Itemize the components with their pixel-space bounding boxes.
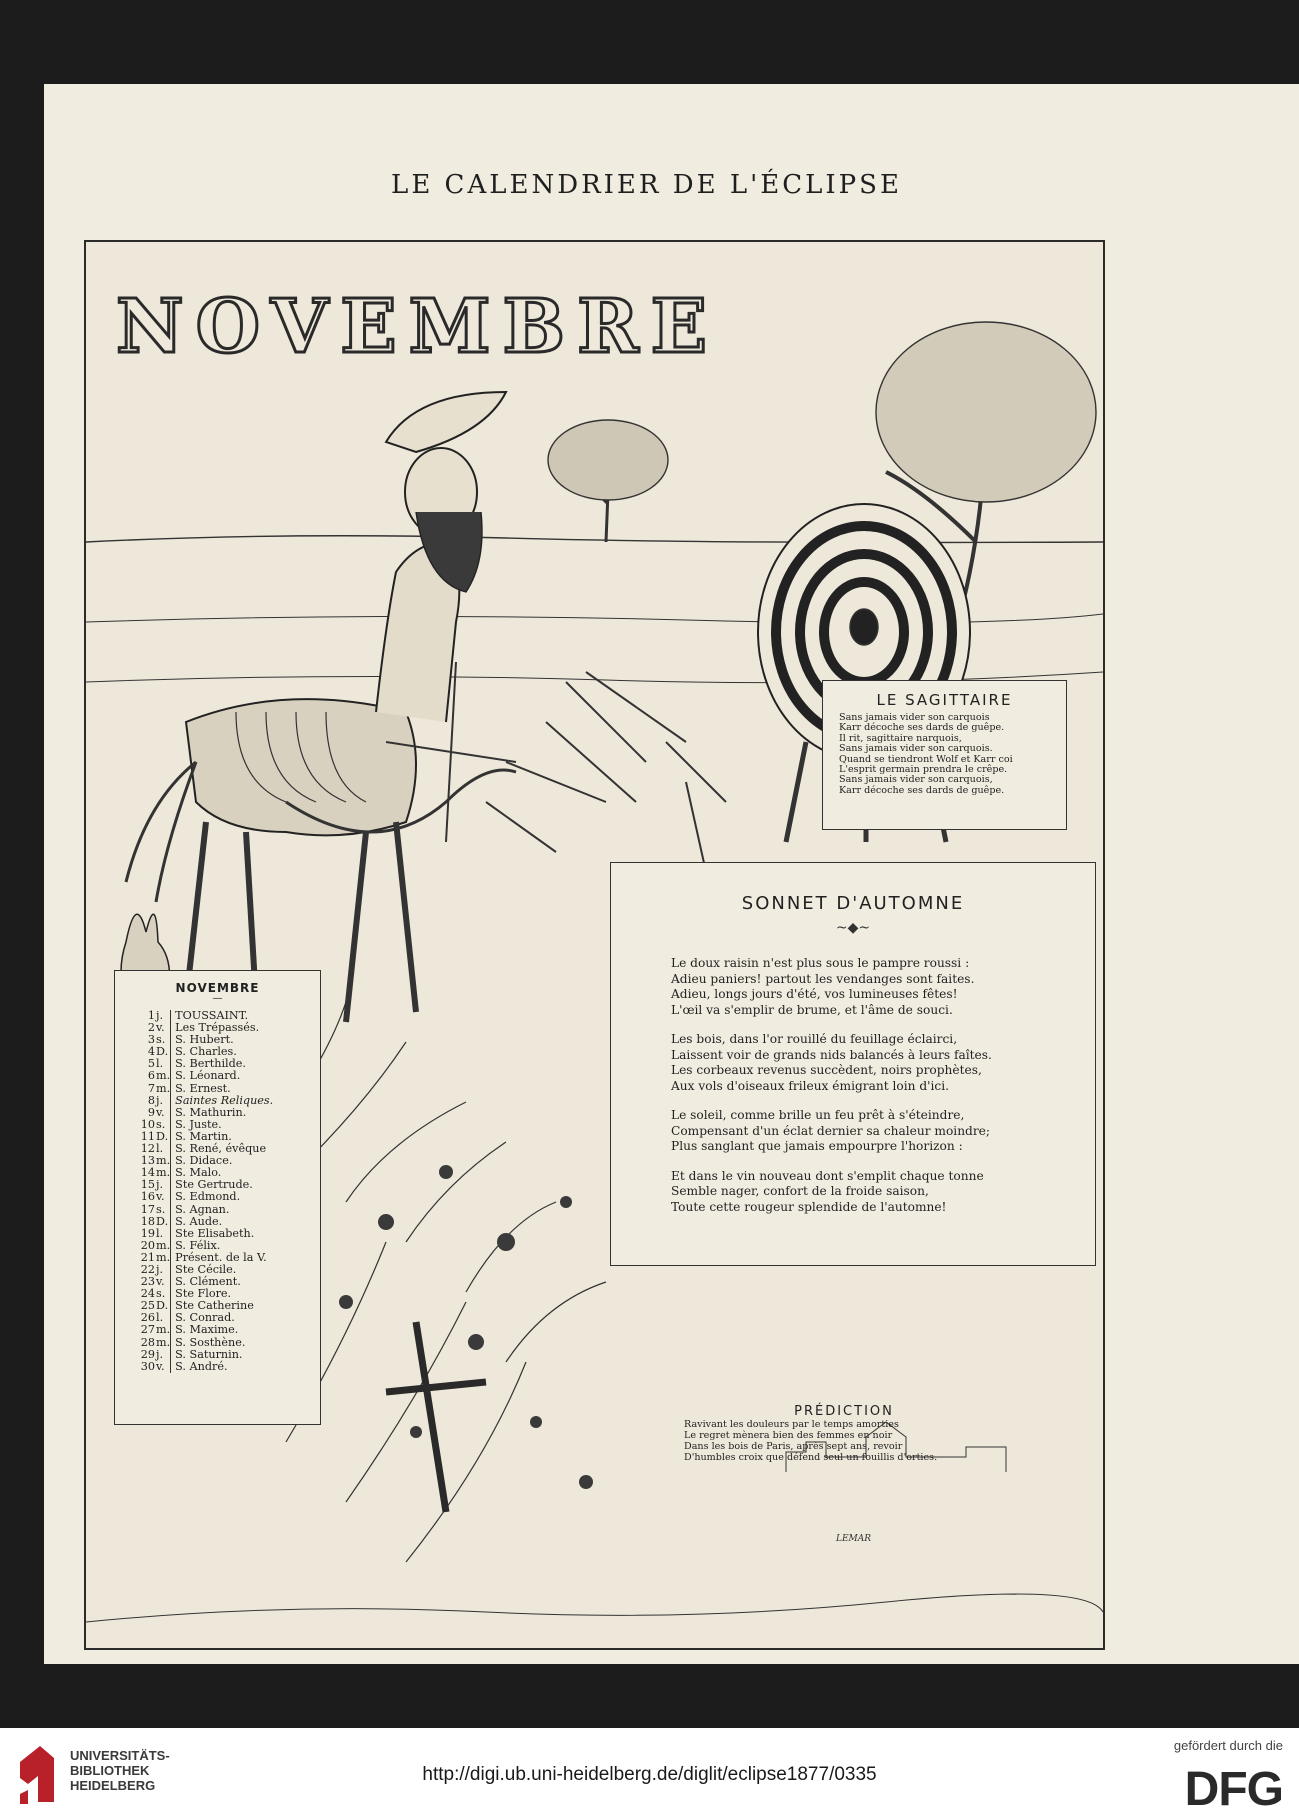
- weekday: s.: [155, 1119, 171, 1131]
- weekday: j.: [155, 1095, 171, 1107]
- verse-line: Karr décoche ses dards de guêpe.: [839, 722, 1005, 734]
- verse-line: Ravivant les douleurs par le temps amorties: [684, 1419, 899, 1430]
- verse-line: L'œil va s'emplir de brume, et l'âme de souci.: [671, 1002, 953, 1017]
- day-number: 12: [140, 1142, 155, 1156]
- saint-name: S. Malo.: [175, 1166, 222, 1180]
- day-number: 26: [140, 1311, 155, 1325]
- verse-line: Karr décoche ses dards de guêpe.: [839, 784, 1005, 796]
- day-number: 17: [140, 1202, 155, 1216]
- weekday: l.: [155, 1312, 171, 1324]
- artist-signature: LEMAR: [836, 1534, 872, 1544]
- weekday: j.: [155, 1179, 171, 1191]
- weekday: D.: [155, 1131, 171, 1143]
- calendar-panel: [114, 970, 321, 1425]
- day-number: 18: [140, 1214, 155, 1228]
- weekday: m.: [156, 1250, 171, 1264]
- saint-name: S. Aude.: [175, 1214, 223, 1228]
- day-number: 27: [140, 1323, 155, 1337]
- viewer-footer: [0, 1728, 1299, 1820]
- day-number: 3: [147, 1033, 155, 1047]
- saint-name: Ste Cécile.: [175, 1262, 237, 1276]
- saint-name: S. André.: [175, 1359, 228, 1373]
- calendar-row: [135, 1361, 273, 1373]
- verse-line: Quand se tiendront Wolf et Karr coi: [839, 753, 1013, 765]
- day-number: 14: [140, 1166, 155, 1180]
- verse-line: Dans les bois de Paris, après sept ans, revoir: [684, 1441, 903, 1452]
- prediction-title: PRÉDICTION: [794, 1404, 894, 1419]
- weekday: m.: [156, 1154, 171, 1168]
- weekday: D.: [155, 1046, 171, 1058]
- day-number: 28: [140, 1335, 155, 1349]
- verse-line: Et dans le vin nouveau dont s'emplit chaque tonne: [671, 1168, 984, 1183]
- verse-line: Le soleil, comme brille un feu prêt à s'éteindre,: [671, 1108, 965, 1122]
- saint-name: Ste Flore.: [175, 1287, 232, 1301]
- verse-line: Il rit, sagittaire narquois,: [839, 732, 962, 744]
- sonnet-stanza: [671, 1108, 1095, 1155]
- sonnet-stanza: [671, 1169, 1095, 1216]
- verse-line: Sans jamais vider son carquois.: [839, 743, 993, 755]
- saint-name: Ste Catherine: [175, 1299, 254, 1313]
- saint-name: Ste Gertrude.: [175, 1178, 253, 1192]
- calendar-row: [135, 1070, 273, 1082]
- saint-name: S. Saturnin.: [175, 1347, 243, 1361]
- verse-line: Plus sanglant que jamais empourpre l'horizon :: [671, 1139, 963, 1153]
- day-number: 9: [147, 1105, 155, 1119]
- saint-name: S. Sosthène.: [175, 1335, 246, 1349]
- day-number: 29: [140, 1347, 155, 1361]
- saint-name: S. Mathurin.: [175, 1105, 247, 1119]
- month-title: NOVEMBRE: [116, 284, 719, 370]
- verse-line: Adieu, longs jours d'été, vos lumineuses fêtes!: [671, 987, 958, 1001]
- weekday: m.: [156, 1323, 171, 1337]
- funding-note: gefördert durch die: [1173, 1738, 1283, 1753]
- saint-name: S. René, évêque: [175, 1142, 267, 1156]
- saint-name: S. Clément.: [175, 1275, 241, 1289]
- weekday: v.: [155, 1191, 171, 1203]
- saint-name: Les Trépassés.: [175, 1021, 260, 1035]
- day-number: 4: [147, 1045, 155, 1059]
- verse-line: Sans jamais vider son carquois,: [839, 774, 993, 786]
- day-number: 2: [147, 1021, 155, 1035]
- newspaper-page: [44, 84, 1299, 1664]
- sagittaire-title: LE SAGITTAIRE: [876, 691, 1013, 709]
- institution-line: BIBLIOTHEK: [70, 1763, 150, 1778]
- day-number: 5: [147, 1057, 155, 1071]
- verse-line: Sans jamais vider son carquois: [839, 712, 990, 723]
- day-number: 20: [140, 1238, 155, 1252]
- saint-name: Présent. de la V.: [175, 1250, 267, 1264]
- permalink-url[interactable]: http://digi.ub.uni-heidelberg.de/diglit/eclipse1877/0335: [422, 1764, 877, 1785]
- centaur-figure: [126, 392, 516, 1022]
- saint-name: S. Ernest.: [175, 1081, 231, 1095]
- saint-name: S. Maxime.: [175, 1323, 239, 1337]
- verse-line: Semble nager, confort de la froide saison,: [671, 1184, 929, 1198]
- verse-line: Le doux raisin n'est plus sous le pampre roussi :: [671, 956, 970, 970]
- saint-name: S. Hubert.: [175, 1033, 234, 1047]
- calendar-row: [135, 1204, 273, 1216]
- sagittaire-verse: [823, 713, 1066, 796]
- institution-line: UNIVERSITÄTS-: [70, 1748, 170, 1763]
- day-number: 19: [140, 1226, 155, 1240]
- saint-name: S. Léonard.: [175, 1069, 241, 1083]
- dfg-logo[interactable]: DFG: [1184, 1763, 1283, 1816]
- day-number: 23: [140, 1275, 155, 1289]
- day-number: 10: [140, 1117, 155, 1131]
- weekday: v.: [155, 1361, 171, 1373]
- verse-line: Les corbeaux revenus succèdent, noirs prophètes,: [671, 1063, 982, 1077]
- weekday: m.: [156, 1335, 171, 1349]
- sonnet-panel: [610, 862, 1096, 1266]
- verse-line: L'esprit germain prendra le crêpe.: [839, 764, 1008, 776]
- page-title: LE CALENDRIER DE L'ÉCLIPSE: [391, 170, 902, 200]
- calendar-row: [135, 1095, 273, 1107]
- saint-name: S. Martin.: [175, 1129, 232, 1143]
- day-number: 6: [147, 1069, 155, 1083]
- weekday: m.: [156, 1081, 171, 1095]
- calendar-row: [135, 1216, 273, 1228]
- weekday: l.: [155, 1143, 171, 1155]
- day-number: 25: [140, 1299, 155, 1313]
- sagittaire-panel: [822, 680, 1067, 830]
- weekday: s.: [155, 1034, 171, 1046]
- weekday: m.: [156, 1166, 171, 1180]
- calendar-row: [135, 1337, 273, 1349]
- saint-name: S. Félix.: [175, 1238, 221, 1252]
- weekday: l.: [155, 1228, 171, 1240]
- weekday: m.: [156, 1238, 171, 1252]
- verse-line: Le regret mènera bien des femmes en noir: [684, 1430, 893, 1441]
- day-number: 30: [140, 1359, 155, 1373]
- weekday: j.: [155, 1010, 171, 1022]
- saint-name: Saintes Reliques.: [175, 1093, 274, 1107]
- verse-line: D'humbles croix que défend seul un fouillis d'orties.: [684, 1452, 938, 1463]
- calendar-row: [135, 1324, 273, 1336]
- weekday: l.: [155, 1058, 171, 1070]
- ornament-divider: ~◆~: [835, 920, 871, 936]
- saint-name: S. Juste.: [175, 1117, 222, 1131]
- day-number: 8: [147, 1093, 155, 1107]
- verse-line: Toute cette rougeur splendide de l'automne!: [671, 1199, 947, 1214]
- saint-name: S. Didace.: [175, 1154, 233, 1168]
- calendar-title: NOVEMBRE: [175, 981, 260, 995]
- weekday: v.: [155, 1022, 171, 1034]
- calendar-row: [135, 1191, 273, 1203]
- saint-name: Ste Elisabeth.: [175, 1226, 255, 1240]
- calendar-row: [135, 1349, 273, 1361]
- prediction-block: [684, 1404, 1004, 1463]
- saint-name: S. Agnan.: [175, 1202, 230, 1216]
- weekday: v.: [155, 1107, 171, 1119]
- institution-line: HEIDELBERG: [70, 1778, 156, 1793]
- verse-line: Adieu paniers! partout les vendanges sont faites.: [671, 971, 975, 986]
- weekday: m.: [156, 1069, 171, 1083]
- day-number: 16: [140, 1190, 155, 1204]
- verse-line: Les bois, dans l'or rouillé du feuillage éclairci,: [671, 1032, 958, 1046]
- day-number: 21: [140, 1250, 155, 1264]
- verse-line: Laissent voir de grands nids balancés à leurs faîtes.: [671, 1047, 992, 1062]
- sonnet-stanza: [671, 1032, 1095, 1094]
- weekday: s.: [155, 1288, 171, 1300]
- weekday: j.: [155, 1349, 171, 1361]
- day-number: 15: [140, 1178, 155, 1192]
- day-number: 7: [147, 1081, 155, 1095]
- day-number: 1: [147, 1009, 155, 1022]
- sonnet-stanza: [671, 956, 1095, 1018]
- day-number: 13: [140, 1154, 155, 1168]
- calendar-row: [135, 1228, 273, 1240]
- sonnet-title: SONNET D'AUTOMNE: [741, 893, 965, 914]
- saint-name: S. Berthilde.: [175, 1057, 246, 1071]
- day-number: 11: [140, 1129, 155, 1143]
- day-number: 22: [140, 1262, 155, 1276]
- verse-line: Aux vols d'oiseaux frileux émigrant loin d'ici.: [671, 1078, 949, 1093]
- saint-name: S. Charles.: [175, 1045, 237, 1059]
- calendar-row: [135, 1083, 273, 1095]
- verse-line: Compensant d'un éclat dernier sa chaleur moindre;: [671, 1123, 991, 1138]
- saint-name: TOUSSAINT.: [175, 1009, 249, 1022]
- day-number: 24: [140, 1287, 155, 1301]
- weekday: v.: [155, 1276, 171, 1288]
- saint-name: S. Edmond.: [175, 1190, 241, 1204]
- saint-name: S. Conrad.: [175, 1311, 235, 1325]
- weekday: s.: [155, 1204, 171, 1216]
- distant-tree: [548, 420, 668, 542]
- weekday: j.: [155, 1264, 171, 1276]
- calendar-table: [135, 1010, 273, 1373]
- calendar-rule: —: [212, 993, 223, 1004]
- weekday: D.: [155, 1216, 171, 1228]
- weekday: D.: [155, 1300, 171, 1312]
